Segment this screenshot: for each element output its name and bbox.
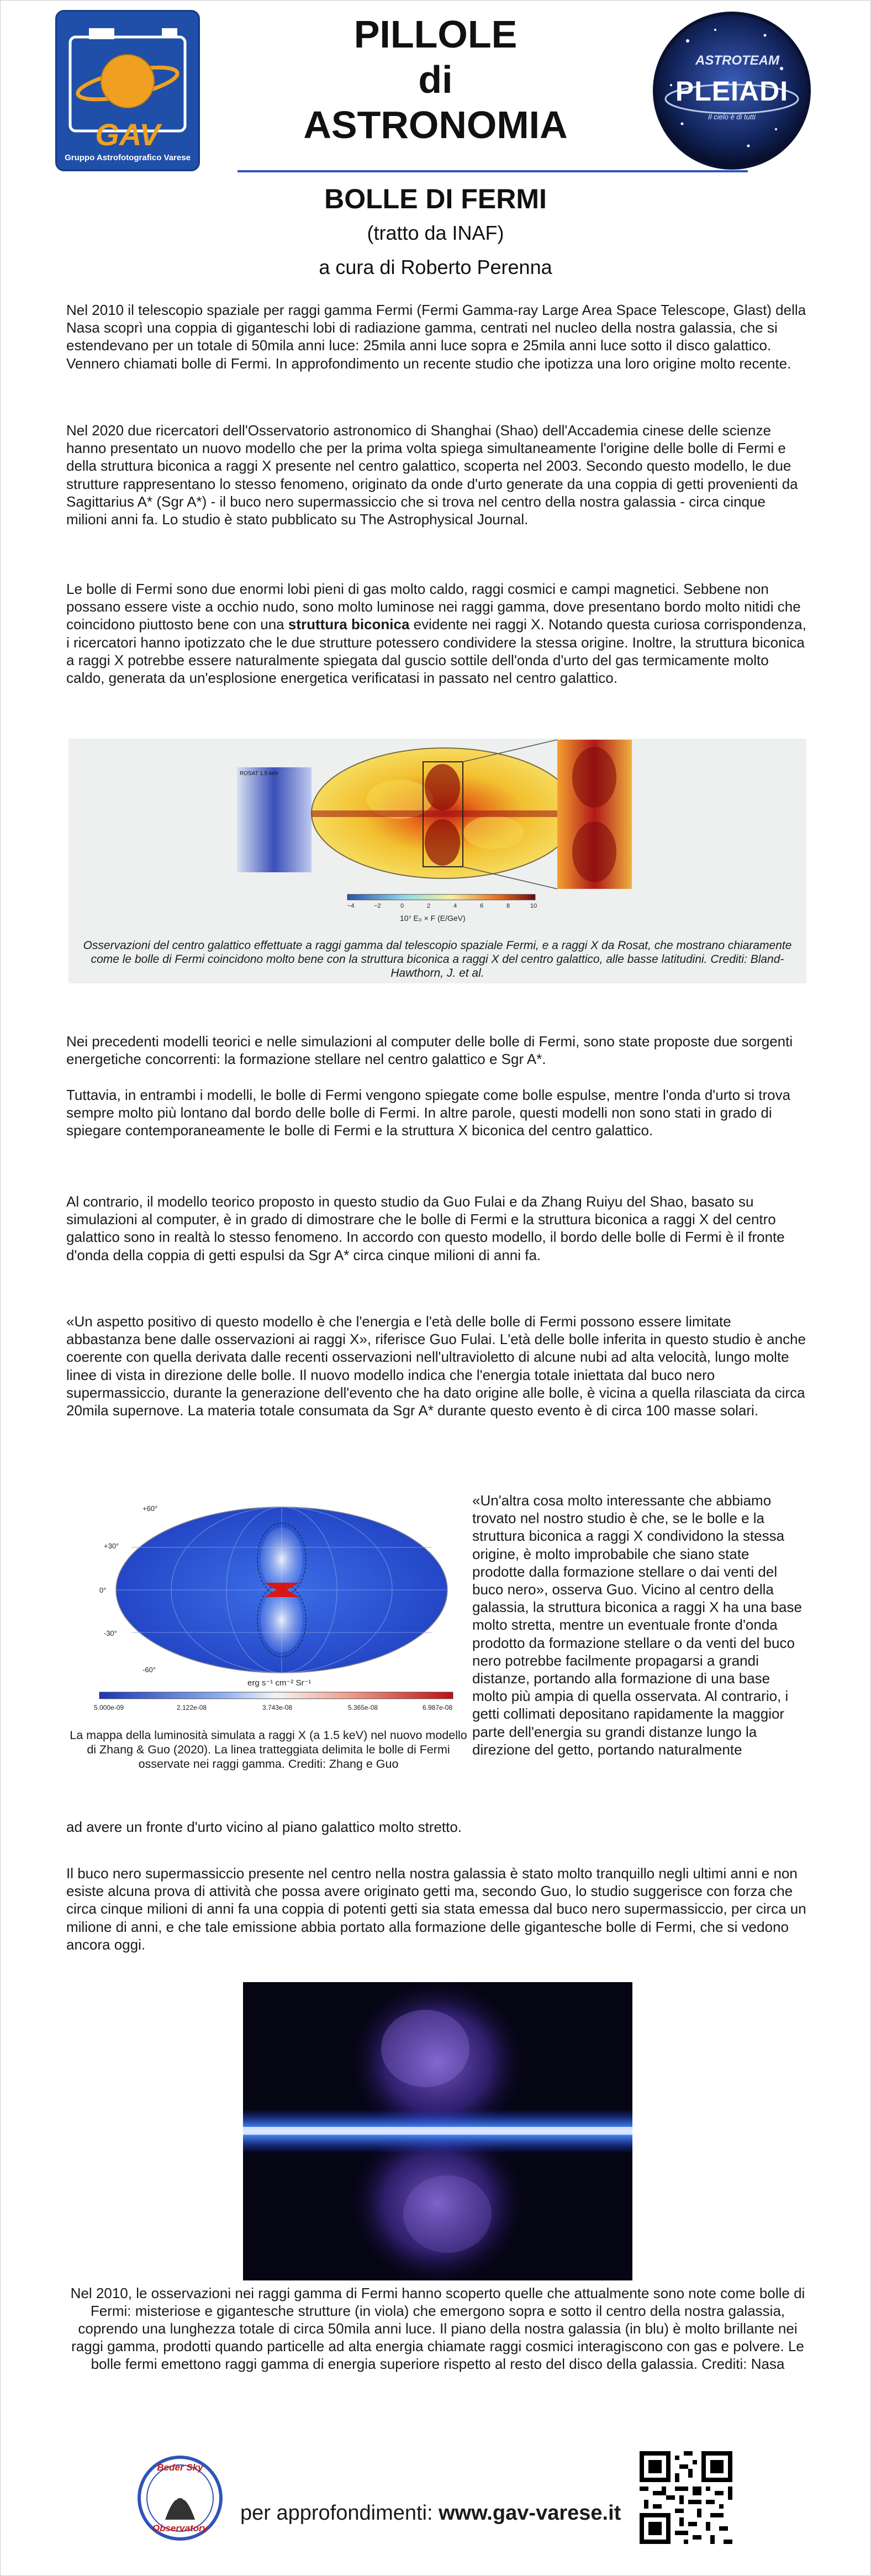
fig2-lat-label: -30° <box>104 1629 117 1637</box>
figure-1-image <box>68 739 806 937</box>
article-source: (tratto da INAF) <box>367 222 504 244</box>
gav-logo-subtitle: Gruppo Astrofotografico Varese <box>65 153 191 162</box>
paragraph-3-text-b: evidente nei raggi X. Notando questa curiosa corrispondenza, i ricercatori hanno ipotizzato che le due strutture potessero condividere la stessa origine. Inoltre, la struttura biconica a raggi X potrebbe essere naturalmente spiegata dal guscio sottile dell'onda d'urto del gas termicamente molto caldo, generata da un'esplosione energetica verificatasi in passato nel centro galattico. <box>66 616 806 687</box>
qr-code-icon <box>640 2451 732 2544</box>
footer-prefix: per approfondimenti: <box>240 2501 439 2525</box>
paragraph-7: «Un aspetto positivo di questo modello è che l'energia e l'età delle bolle di Fermi possono essere limitate abbastanza bene dalle osservazioni ai raggi X», riferisce Guo Fulai. L'età delle bolle inferita in questo studio è anche coerente con quella derivata dalle recenti osservazioni nell'ultravioletto di alcune nubi ad alta velocità, lungo molte linee di vista in direzione delle bolle. Il nuovo modello indica che l'energia totale iniettata dal buco nero supermassiccio, durante la generazione dell'evento che ha dato origine alle bolle, è vicina a quella rilasciata da circa 20mila supernove. La materia totale consumata da Sgr A* durante questo evento è di circa 100 masse solari. <box>66 1313 806 1419</box>
pleiadi-logo-top-text: ASTROTEAM <box>695 53 779 68</box>
pleiadi-logo-main-text: PLEIADI <box>675 76 789 107</box>
pleiadi-logo <box>649 8 815 173</box>
fig2-lat-label: +60° <box>142 1504 158 1513</box>
footer-website-link[interactable]: www.gav-varese.it <box>439 2501 621 2525</box>
header-title-line2: di <box>418 58 453 101</box>
footer-text <box>240 2501 621 2525</box>
paragraph-4: Nei precedenti modelli teorici e nelle simulazioni al computer delle bolle di Fermi, sono state proposte due sorgenti energetiche concorrenti: la formazione stellare nel centro galattico e Sgr A*. <box>66 1033 793 1068</box>
fig2-lat-label: 0° <box>99 1586 107 1594</box>
fig1-cbar-tick: 8 <box>506 903 510 909</box>
qr-code[interactable] <box>640 2451 732 2544</box>
figure-2-xray-simulation <box>77 1493 464 1714</box>
fig1-cbar-tick: 6 <box>480 903 484 909</box>
fig2-lat-label: +30° <box>104 1542 119 1550</box>
paragraph-6: Al contrario, il modello teorico proposto in questo studio da Guo Fulai e da Zhang Ruiyu del Shao, basato su simulazioni al computer, è in grado di dimostrare che le bolle di Fermi e la struttura biconica a raggi X del centro galattico sono in realtà lo stesso fenomeno. In accordo con questo modello, il bordo delle bolle di Fermi è il fronte d'onda della coppia di getti espulsi da Sgr A* circa cinque milioni di anni fa. <box>66 1193 785 1263</box>
pleiadi-logo-small-text: Il cielo è di tutti <box>708 113 756 121</box>
fig1-cbar-tick: 10 <box>530 903 537 909</box>
observatory-logo-top-text: Beder Sky <box>157 2462 203 2473</box>
paragraph-5: Tuttavia, in entrambi i modelli, le bolle di Fermi vengono spiegate come bolle espulse, mentre l'onda d'urto si trova sempre molto più lontano dal bordo delle bolle di Fermi. In altre parole, questi modelli non sono stati in grado di spiegare contemporaneamente le bolle di Fermi e la struttura X biconica del centro galattico. <box>66 1087 791 1139</box>
paragraph-8-tail: ad avere un fronte d'urto vicino al piano galattico molto stretto. <box>66 1819 462 1835</box>
article-author: a cura di Roberto Perenna <box>319 256 552 278</box>
figure-2-caption: La mappa della luminosità simulata a raggi X (a 1.5 keV) nel nuovo modello di Zhang & Guo (2020). La linea tratteggiata delimita le bolle di Fermi osservate nei raggi gamma. Crediti: Zhang e Guo <box>70 1729 467 1771</box>
header-divider <box>237 170 748 172</box>
fig2-lat-label: -60° <box>142 1666 156 1674</box>
paragraph-9: Il buco nero supermassiccio presente nel centro nella nostra galassia è stato molto tranquillo negli ultimi anni e non esiste alcuna prova di attività che possa avere originato getti ma, secondo Guo, lo studio suggerisce con forza che circa cinque milioni di anni fa una coppia di potenti getti sia stata emessa dal buco nero supermassiccio, per circa un milione di anni, e che tale emissione abbia portato alla formazione delle gigantesche bolle di Fermi, che si vedono ancora oggi. <box>66 1865 806 1953</box>
beder-sky-observatory-logo <box>136 2454 224 2542</box>
paragraph-3-text-a: Le bolle di Fermi sono due enormi lobi pieni di gas molto caldo, raggi cosmici e campi magnetici. Sebbene non possano essere viste a occhio nudo, sono molto luminose nei raggi gamma, dove presentano bordo molto nitidi che coincidono piuttosto bene con una <box>66 581 801 633</box>
fig2-cbar-tick: 6.987e-08 <box>423 1704 453 1711</box>
figure-1-fermi-rosat <box>68 739 806 950</box>
header-title-line3: ASTRONOMIA <box>303 103 568 146</box>
paragraph-2: Nel 2020 due ricercatori dell'Osservatorio astronomico di Shanghai (Shao) dell'Accademia cinese delle scienze hanno presentato un nuovo modello che per la prima volta spiega simultaneamente l'origine delle bolle di Fermi e della struttura biconica a raggi X presente nel centro galattico, scoperta nel 2003. Secondo questo modello, le due strutture rappresentano lo stesso fenomeno, originato da onde d'urto generate da una coppia di getti provenienti da Sagittarius A* (Sgr A*) - il buco nero supermassiccio che si trova nel centro della nostra galassia - circa cinque milioni anni fa. Lo studio è stato pubblicato su The Astrophysical Journal. <box>66 422 798 528</box>
paragraph-1: Nel 2010 il telescopio spaziale per raggi gamma Fermi (Fermi Gamma-ray Large Area Space Telescope, Glast) della Nasa scoprì una coppia di giganteschi lobi di radiazione gamma, centrati nel nucleo della nostra galassia, che si estendevano per un totale di 50mila anni luce: 25mila anni luce sopra e 25mila anni luce sotto il disco galattico. Vennero chiamati bolle di Fermi. In approfondimento un recente studio che ipotizza una loro origine molto recente. <box>66 302 806 372</box>
fig1-cbar-tick: 4 <box>453 903 457 909</box>
figure-3-image <box>243 1982 632 2280</box>
observatory-logo-bottom-text: Observatory <box>152 2523 208 2533</box>
fig2-cbar-tick: 2.122e-08 <box>177 1704 207 1711</box>
figure-2-image <box>77 1493 464 1714</box>
fig1-cbar-tick: 2 <box>427 903 431 909</box>
fig2-cbar-label: erg s⁻¹ cm⁻² Sr⁻¹ <box>247 1678 312 1688</box>
fig1-cbar-tick: 0 <box>400 903 404 909</box>
header-title-line1: PILLOLE <box>353 13 518 56</box>
fig1-cbar-tick: −2 <box>374 903 381 909</box>
figure-3-fermi-bubbles <box>243 1982 632 2280</box>
fig2-cbar-tick: 5.365e-08 <box>348 1704 378 1711</box>
paragraph-8-side: «Un'altra cosa molto interessante che abbiamo trovato nel nostro studio è che, se le bolle e la struttura biconica a raggi X condividono la stessa origine, è molto improbabile che siano state prodotte dalla formazione stellare o dai venti del buco nero», osserva Guo. Vicino al centro della galassia, la struttura biconica a raggi X ha una base molto stretta, mentre un eventuale fronte d'onda prodotto da formazione stellare o da venti del buco nero potrebbe facilmente propagarsi a grandi distanze, portando alla formazione di una base molto più ampia di quella osservata. Al contrario, i getti collimati depositano rapidamente la maggior parte dell'energia su grandi distanze lungo la direzione del getto, portando naturalmente <box>472 1492 802 1758</box>
rosat-inset-label: ROSAT 1.5 keV <box>240 771 279 777</box>
fig1-cbar-label: 10⁷ E₀ × F (E/GeV) <box>400 914 466 923</box>
paragraph-3-bold: struttura biconica <box>288 616 410 633</box>
fig2-cbar-tick: 3.743e-08 <box>262 1704 293 1711</box>
gav-logo-text: GAV <box>95 117 160 152</box>
figure-1-caption: Osservazioni del centro galattico effettuate a raggi gamma dal telescopio spaziale Fermi, e a raggi X da Rosat, che mostrano chiaramente come le bolle di Fermi coincidono molto bene con la struttura biconica a raggi X del centro galattico, alle basse latitudini. Crediti: Bland-Hawthorn, J. et al. <box>68 937 806 983</box>
article-title: BOLLE DI FERMI <box>324 183 547 214</box>
fig2-cbar-tick: 5.000e-09 <box>94 1704 124 1711</box>
paragraph-3 <box>66 580 806 687</box>
fig1-cbar-tick: −4 <box>347 903 355 909</box>
figure-3-caption: Nel 2010, le osservazioni nei raggi gamma di Fermi hanno scoperto quelle che attualmente sono note come bolle di Fermi: misteriose e gigantesche strutture (in viola) che emergono sopra e sotto il centro della nostra galassia, coprendo una lunghezza totale di circa 50mila anni luce. Il piano della nostra galassia (in blu) è molto brillante nei raggi gamma, prodotti quando particelle ad alta energia chiamate raggi cosmici interagiscono con gas e polvere. Le bolle fermi emettono raggi gamma di energia superiore rispetto al resto del disco della galassia. Crediti: Nasa <box>70 2285 805 2372</box>
